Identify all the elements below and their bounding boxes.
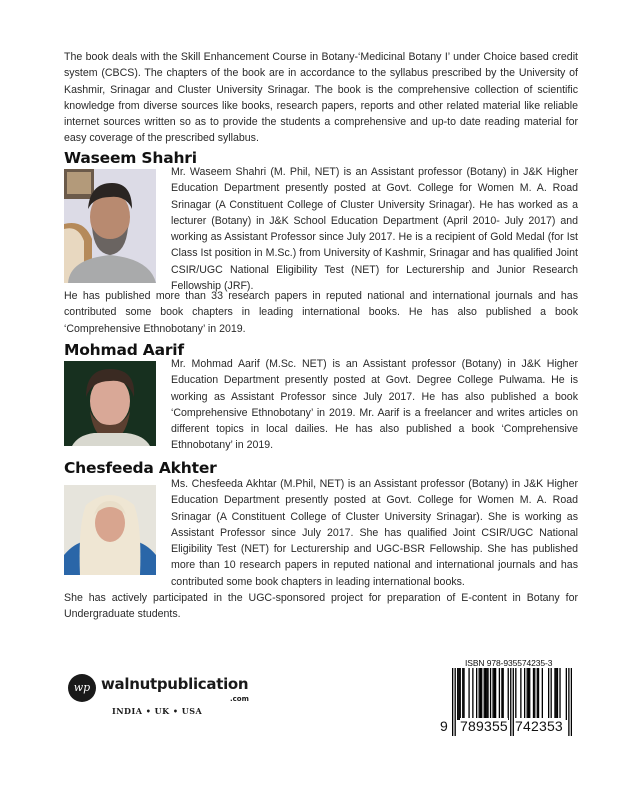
barcode-digits-left: 789355 [460,718,508,734]
barcode-bar [529,668,530,720]
publisher-name: walnutpublication [101,675,249,693]
barcode-bar [513,668,514,736]
barcode-bar [457,668,458,720]
barcode-bar [472,668,473,720]
barcode-bar [458,668,459,720]
author-bio: Mr. Waseem Shahri (M. Phil, NET) is an Assistant professor (Botany) in J&K Higher Education Department presently posted at Govt. College for Women M. A. Road Srinagar (A Constituent College of Cluster University Srinagar). He has worked as a lecturer (Botany) in J&K School Education Department (April 2010- July 2017) and working as Assistant Professor since July 2017. He is a recipient of Gold Medal (for Ist Class Ist position in M.Sc.) from University of Kashmir, Srinagar and has qualified Joint CSIR/UGC National Eligibility Test (NET) for Lecturership and Junior Research Fellowship (JRF). [171,166,578,293]
publisher-monogram-icon: wp [68,674,96,702]
author-bio: Mr. Mohmad Aarif (M.Sc. NET) is an Assistant professor (Botany) in J&K Higher Education Department presently posted at Govt. Degree College Pulwama. He is working as Assistant Professor since July 2017. He has also published a book ‘Comprehensive Ethnobotany’ in 2019. Mr. Aarif is a freelancer and writes articles on different topics in local dailies. He has also published a book ‘Comprehensive Ethnobotany’ in 2019. [171,358,578,452]
barcode-bar [486,668,487,720]
barcode-bar [508,668,509,720]
barcode-bar [479,668,480,720]
publisher-regions: INDIA • UK • USA [112,706,203,716]
barcode-bar [542,668,543,720]
barcode-bar [480,668,481,720]
barcode-bar [503,668,504,720]
barcode-bar [455,668,456,736]
barcode-digits-right: 742353 [515,718,563,734]
barcode-bar [548,668,549,720]
barcode-bar [468,668,469,720]
barcode-bar [462,668,463,720]
barcode-bar [551,668,552,720]
barcode-bar [487,668,488,720]
author-photo [64,361,156,446]
barcode-bar [485,668,486,720]
barcode-bar [527,668,528,720]
barcode-bar [534,668,535,720]
barcode-bar [554,668,555,720]
barcode-bar [556,668,557,720]
barcode-bar [492,668,493,720]
barcode-bar [559,668,560,720]
barcode-bar [501,668,502,720]
author-name: Waseem Shahri [64,149,197,167]
barcode-bar [528,668,529,720]
isbn-label: ISBN 978-935574235-3 [465,658,553,668]
barcode-bar [460,668,461,720]
barcode-bar [515,668,516,720]
barcode-bar [494,668,495,720]
barcode-digit-first: 9 [440,718,448,734]
barcode-bar [495,668,496,720]
barcode-bar [490,668,491,720]
barcode-bar [568,668,569,736]
barcode-bar [557,668,558,720]
barcode-bar [476,668,477,720]
author-bio-extra: She has actively participated in the UGC-sponsored project for preparation of E-content in Botany for Undergraduate students. [64,592,578,621]
publisher-logo [68,672,258,722]
author-bio: Ms. Chesfeeda Akhtar (M.Phil, NET) is an Assistant professor (Botany) in J&K Higher Education Department presently posted at Govt. College for Women M. A. Road Srinagar (A Constituent College of Cluster University Srinagar). She is working as Assistant Professor since July 2017. She has qualified Joint CSIR/UGC National Eligibility Test (NET) for Lecturership and UGC-BSR Fellowship. She has published more than 10 research papers in reputed national and international journals and has contributed some book chapters in leading international books. [171,478,578,588]
author-photo [64,169,156,283]
author-bio-extra: He has published more than 33 research papers in reputed national and international journals and has contributed some book chapters in leading international books. He has also published a book ‘Comprehensive Ethnobotany’ in 2019. [64,290,578,335]
barcode-bar [452,668,453,736]
barcode-bar [510,668,511,736]
barcode-bar [533,668,534,720]
publisher-domain: .com [230,695,249,703]
book-description: The book deals with the Skill Enhancement Course in Botany-‘Medicinal Botany I’ under Choice based credit system (CBCS). The chapters of the book are in accordance to the syllabus prescribed by the University of Kashmir, Srinagar and Cluster University Srinagar. The book is the comprehensive collection of scientific knowledge from diverse sources like books, research papers, reports and other related material like reliable internet sources written so as to provide the students a comprehensive and up-to date reading material for easy coverage of the prescribed syllabus. [64,51,578,145]
barcode-bar [499,668,500,720]
barcode-bar [520,668,521,720]
author-name: Chesfeeda Akhter [64,459,217,477]
barcode-bar [571,668,572,736]
barcode-bar [481,668,482,720]
barcode-bar [538,668,539,720]
author-photo [64,485,156,575]
barcode-bar [566,668,567,720]
barcode-bar [463,668,464,720]
author-name: Mohmad Aarif [64,341,184,359]
barcode-bar [484,668,485,720]
barcode-bar [537,668,538,720]
barcode-bar [524,668,525,720]
